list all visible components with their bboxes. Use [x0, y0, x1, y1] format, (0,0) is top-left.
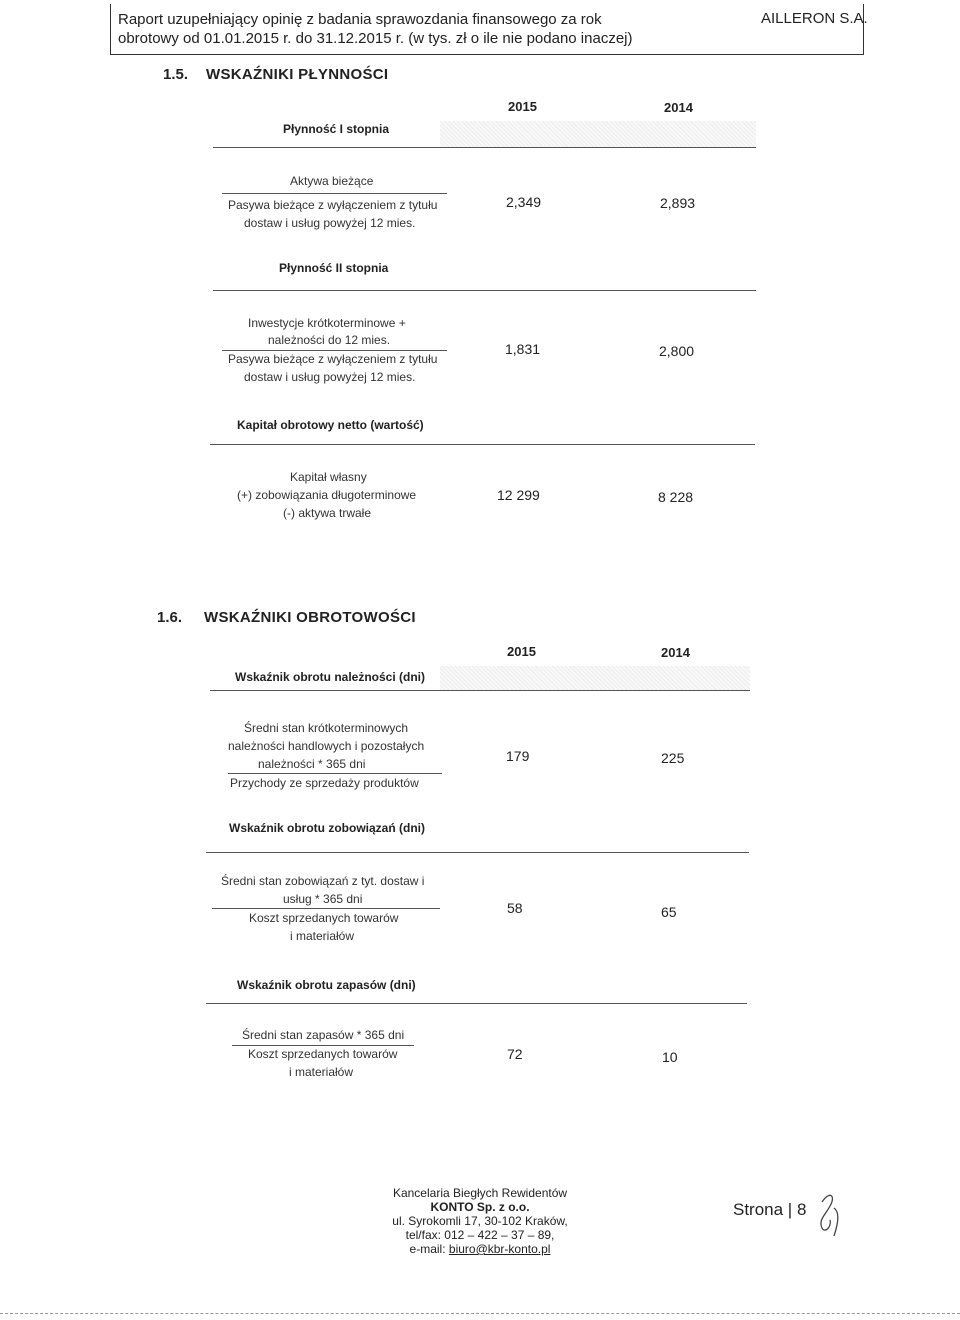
- report-title-line2: obrotowy od 01.01.2015 r. do 31.12.2015 r. (w tys. zł o ile nie podano inaczej): [118, 30, 633, 47]
- fraction-line: [232, 1045, 414, 1046]
- ratio-liquidity-2-name: Płynność II stopnia: [279, 261, 389, 275]
- ratio-liabilities-denominator-line1: Koszt sprzedanych towarów: [249, 911, 399, 925]
- report-title: [118, 10, 633, 48]
- section-16-title: WSKAŹNIKI OBROTOWOŚCI: [204, 609, 416, 626]
- ratio-liquidity-2-denominator-line2: dostaw i usług powyżej 12 mies.: [244, 370, 416, 384]
- stamp-email-label: e-mail:: [409, 1242, 449, 1256]
- divider: [206, 1003, 747, 1004]
- section-16-number: 1.6.: [157, 609, 183, 626]
- section-15-year-2014: 2014: [664, 100, 693, 115]
- ratio-receivables-numerator-line2: należności handlowych i pozostałych: [228, 739, 425, 753]
- ratio-receivables-name: Wskaźnik obrotu należności (dni): [235, 670, 426, 684]
- section-15-title: WSKAŹNIKI PŁYNNOŚCI: [206, 66, 389, 83]
- stamp-email-row: [380, 1242, 580, 1256]
- ratio-inventory-name: Wskaźnik obrotu zapasów (dni): [237, 978, 416, 992]
- ratio-working-capital-line2: (+) zobowiązania długoterminowe: [237, 488, 417, 502]
- ratio-working-capital-line3: (-) aktywa trwałe: [283, 506, 372, 520]
- stamp-line4: tel/fax: 012 – 422 – 37 – 89,: [405, 1228, 555, 1242]
- section-16-year-2014: 2014: [661, 645, 690, 660]
- divider: [206, 852, 749, 853]
- divider: [210, 444, 755, 445]
- divider: [213, 290, 756, 291]
- ratio-receivables-numerator-line3: należności * 365 dni: [258, 757, 366, 771]
- company-name: AILLERON S.A.: [761, 10, 868, 27]
- ratio-liabilities-value-2014: 65: [661, 904, 677, 920]
- bottom-rule: [0, 1313, 960, 1314]
- page-number: Strona | 8: [733, 1200, 807, 1219]
- stamp-email-link[interactable]: biuro@kbr-konto.pl: [448, 1242, 551, 1256]
- ratio-liquidity-1-value-2014: 2,893: [660, 195, 696, 211]
- ratio-liabilities-denominator-line2: i materiałów: [290, 929, 355, 943]
- stamp-line2: KONTO Sp. z o.o.: [430, 1200, 530, 1214]
- ratio-liabilities-numerator-line1: Średni stan zobowiązań z tyt. dostaw i: [221, 874, 425, 888]
- ratio-liquidity-1-name: Płynność I stopnia: [283, 122, 390, 136]
- section-15-number: 1.5.: [163, 66, 189, 83]
- ratio-liquidity-1-denominator-line2: dostaw i usług powyżej 12 mies.: [244, 216, 416, 230]
- ratio-liabilities-numerator-line2: usług * 365 dni: [283, 892, 363, 906]
- ratio-liquidity-2-numerator-line2: należności do 12 mies.: [268, 333, 391, 347]
- ratio-working-capital-name: Kapitał obrotowy netto (wartość): [237, 418, 424, 432]
- ratio-liabilities-name: Wskaźnik obrotu zobowiązań (dni): [229, 821, 425, 835]
- ratio-liabilities-value-2015: 58: [507, 900, 523, 916]
- ratio-inventory-value-2014: 10: [662, 1049, 678, 1065]
- header-shade: [440, 121, 756, 147]
- ratio-receivables-value-2015: 179: [506, 748, 530, 764]
- ratio-liquidity-1-denominator-line1: Pasywa bieżące z wyłączeniem z tytułu: [228, 198, 438, 212]
- fraction-line: [212, 908, 440, 909]
- ratio-receivables-value-2014: 225: [661, 750, 685, 766]
- ratio-receivables-denominator: Przychody ze sprzedaży produktów: [230, 776, 419, 790]
- ratio-liquidity-1-numerator: Aktywa bieżące: [290, 174, 374, 188]
- ratio-liquidity-2-value-2014: 2,800: [659, 343, 695, 359]
- ratio-inventory-numerator: Średni stan zapasów * 365 dni: [242, 1028, 405, 1042]
- section-16-year-2015: 2015: [507, 644, 536, 659]
- auditor-stamp: [380, 1186, 580, 1256]
- divider: [213, 147, 756, 148]
- ratio-receivables-numerator-line1: Średni stan krótkoterminowych: [244, 721, 409, 735]
- section-15-year-2015: 2015: [508, 99, 537, 114]
- fraction-line: [222, 193, 447, 194]
- ratio-working-capital-value-2015: 12 299: [497, 487, 540, 503]
- ratio-liquidity-2-denominator-line1: Pasywa bieżące z wyłączeniem z tytułu: [228, 352, 438, 366]
- header-shade: [440, 666, 750, 690]
- stamp-line1: Kancelaria Biegłych Rewidentów: [392, 1186, 568, 1200]
- ratio-inventory-denominator-line2: i materiałów: [289, 1065, 354, 1079]
- ratio-liquidity-1-value-2015: 2,349: [506, 194, 542, 210]
- divider: [210, 690, 750, 691]
- report-title-line1: Raport uzupełniający opinię z badania sprawozdania finansowego za rok: [118, 11, 602, 28]
- fraction-line: [222, 350, 447, 351]
- ratio-inventory-denominator-line1: Koszt sprzedanych towarów: [248, 1047, 398, 1061]
- signature-scribble: [800, 1186, 850, 1246]
- ratio-working-capital-value-2014: 8 228: [658, 489, 694, 505]
- stamp-line3: ul. Syrokomli 17, 30-102 Kraków,: [392, 1214, 568, 1228]
- ratio-liquidity-2-numerator-line1: Inwestycje krótkoterminowe +: [248, 316, 406, 330]
- fraction-line: [228, 773, 442, 774]
- ratio-working-capital-line1: Kapitał własny: [290, 470, 367, 484]
- ratio-liquidity-2-value-2015: 1,831: [505, 341, 541, 357]
- ratio-inventory-value-2015: 72: [507, 1046, 523, 1062]
